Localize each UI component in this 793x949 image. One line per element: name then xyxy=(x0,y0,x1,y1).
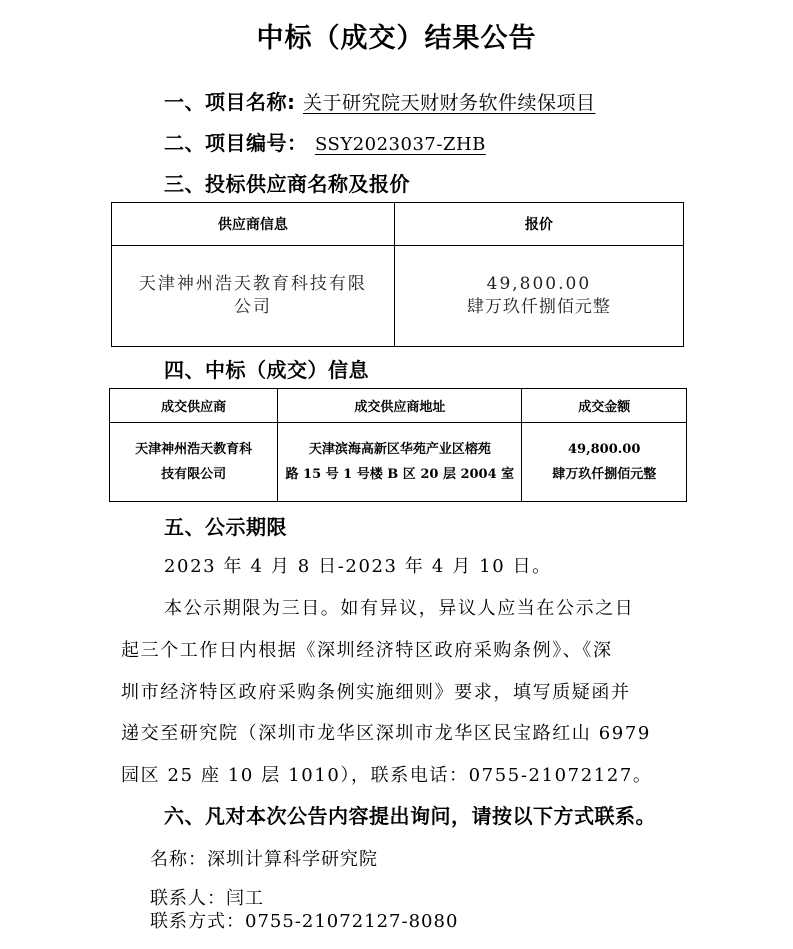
bid-supplier-cell xyxy=(112,246,395,347)
bid-supplier-line: 天津神州浩天教育科技有限 xyxy=(138,274,367,294)
notice-line: 园区 25 座 10 层 1010），联系电话：0755-21072127。 xyxy=(121,765,653,786)
header-award-supplier: 成交供应商 xyxy=(110,389,278,423)
header-price: 报价 xyxy=(394,203,683,246)
contact-org-name: 名称：深圳计算科学研究院 xyxy=(150,849,378,870)
notice-line: 起三个工作日内根据《深圳经济特区政府采购条例》、《深 xyxy=(121,640,613,661)
header-award-amount: 成交金额 xyxy=(522,389,687,423)
award-table xyxy=(109,388,687,502)
table-row xyxy=(110,423,687,502)
project-name-row xyxy=(164,86,595,115)
notice-period: 2023 年 4 月 8 日-2023 年 4 月 10 日。 xyxy=(164,556,552,577)
header-award-address: 成交供应商地址 xyxy=(278,389,522,423)
project-name-label: 一、项目名称: xyxy=(164,90,296,114)
bid-table xyxy=(111,202,684,347)
notice-line: 圳市经济特区政府采购条例实施细则》要求，填写质疑函并 xyxy=(121,682,631,703)
table-header-row xyxy=(110,389,687,423)
award-amount-cell xyxy=(522,423,687,502)
contact-person: 联系人：闫工 xyxy=(150,888,264,909)
award-section-heading: 四、中标（成交）信息 xyxy=(164,358,369,382)
project-no-value: SSY2023037-ZHB xyxy=(314,134,486,155)
award-address-line: 天津滨海高新区华苑产业区榕苑 xyxy=(308,442,491,457)
award-supplier-cell xyxy=(110,423,278,502)
notice-line: 递交至研究院（深圳市龙华区深圳市龙华区民宝路红山 6979 xyxy=(121,723,651,744)
award-supplier-line: 天津神州浩天教育科 xyxy=(135,442,253,457)
bid-section-heading: 三、投标供应商名称及报价 xyxy=(164,172,410,196)
bid-price-cell xyxy=(394,246,683,347)
contact-section-heading: 六、凡对本次公告内容提出询问，请按以下方式联系。 xyxy=(164,804,656,828)
notice-line: 本公示期限为三日。如有异议，异议人应当在公示之日 xyxy=(164,598,635,619)
notice-section-heading: 五、公示期限 xyxy=(164,515,287,539)
project-name-value: 关于研究院天财财务软件续保项目 xyxy=(302,92,596,114)
project-no-label: 二、项目编号： xyxy=(164,131,308,155)
page-title: 中标（成交）结果公告 xyxy=(256,23,537,54)
header-supplier-info: 供应商信息 xyxy=(112,203,395,246)
bid-supplier-line: 公司 xyxy=(233,297,272,317)
bid-price-words: 肆万玖仟捌佰元整 xyxy=(466,297,611,317)
contact-phone: 联系方式：0755-21072127-8080 xyxy=(150,911,459,932)
award-address-line: 路 15 号 1 号楼 B 区 20 层 2004 室 xyxy=(285,467,515,482)
bid-price-number: 49,800.00 xyxy=(486,274,592,294)
table-row xyxy=(112,246,684,347)
project-no-row xyxy=(164,127,486,156)
award-supplier-line: 技有限公司 xyxy=(161,467,227,482)
award-amount-words: 肆万玖仟捌佰元整 xyxy=(552,467,657,482)
award-address-cell xyxy=(278,423,522,502)
award-amount-number: 49,800.00 xyxy=(568,442,641,457)
table-header-row xyxy=(112,203,684,246)
